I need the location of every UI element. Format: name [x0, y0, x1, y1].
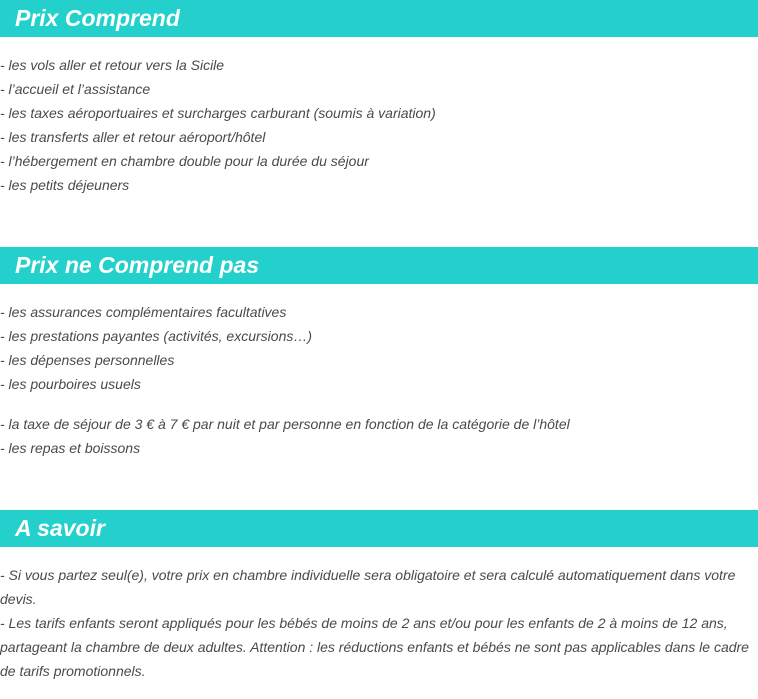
info-title: A savoir [15, 515, 105, 541]
excluded-header [0, 247, 758, 284]
list-item: - les repas et boissons [0, 440, 141, 456]
info-paragraph: - Si vous partez seul(e), votre prix en chambre individuelle sera obligatoire et sera calculé automatiquement dans votre devis. [0, 567, 736, 607]
excluded-section [0, 247, 758, 460]
list-item: - la taxe de séjour de 3 € à 7 € par nuit et par personne en fonction de la catégorie de l’hôtel [0, 416, 570, 432]
included-title: Prix Comprend [15, 5, 180, 31]
info-header [0, 510, 758, 547]
list-item: - les transferts aller et retour aéroport/hôtel [0, 129, 266, 145]
list-item: - les assurances complémentaires facultatives [0, 304, 287, 320]
excluded-title: Prix ne Comprend pas [15, 252, 260, 278]
list-item: - les prestations payantes (activités, excursions…) [0, 328, 313, 344]
info-paragraph: - Les tarifs enfants seront appliqués pour les bébés de moins de 2 ans et/ou pour les enfants de 2 à moins de 12 ans, partageant la chambre de deux adultes. Attention : les réductions enfants et bébés ne sont pas applicables dans le cadre de tarifs promotionnels. [0, 615, 749, 679]
list-item: - les taxes aéroportuaires et surcharges carburant (soumis à variation) [0, 105, 436, 121]
list-item: - les petits déjeuners [0, 177, 130, 193]
list-item: - l’hébergement en chambre double pour la durée du séjour [0, 153, 369, 169]
excluded-list [0, 300, 758, 396]
list-item: - les vols aller et retour vers la Sicile [0, 57, 225, 73]
list-item: - les pourboires usuels [0, 376, 141, 392]
info-body [0, 563, 758, 683]
excluded-extra-list [0, 412, 758, 460]
list-item: - les dépenses personnelles [0, 352, 175, 368]
included-list [0, 53, 758, 197]
included-section [0, 0, 758, 197]
info-section [0, 510, 758, 683]
included-header [0, 0, 758, 37]
list-item: - l’accueil et l’assistance [0, 81, 151, 97]
